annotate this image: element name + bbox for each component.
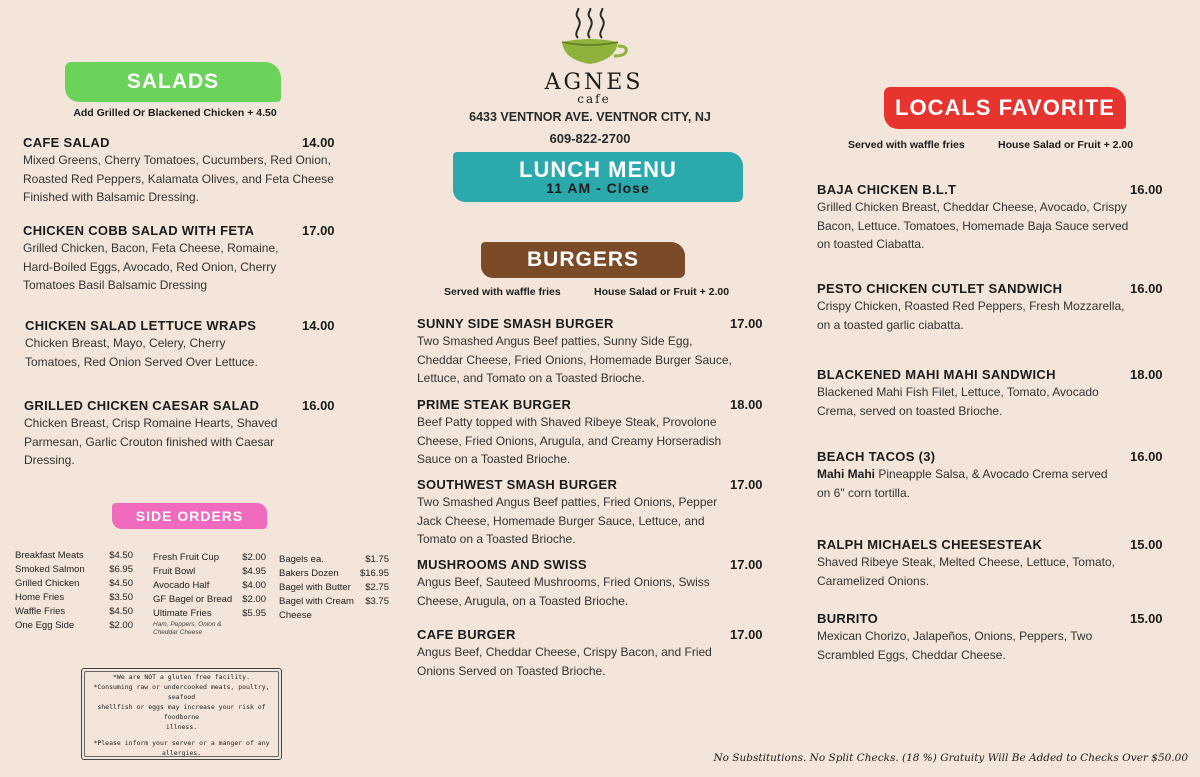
side-order-name: Bagels ea. [279,554,324,565]
menu-item-name: BURRITO [817,611,879,626]
menu-item-price: 15.00 [1130,611,1163,626]
menu-item-price: 16.00 [302,398,335,413]
side-order-name: Breakfast Meats [15,550,84,561]
logo-subtitle: cafe [577,92,611,106]
side-order-row [279,581,389,595]
side-order-row [153,593,266,607]
side-order-price: $16.95 [359,568,389,579]
menu-item-description-text: Pineapple Salsa, & Avocado Crema served [875,467,1108,481]
menu-item-description-line: Finished with Balsamic Dressing. [23,190,200,204]
side-order-continued: Cheese [279,610,312,621]
menu-item-description-line: Cheese, Fried Onions, Arugula, and Creamy Horseradish [417,433,722,448]
menu-item-name: CAFE BURGER [417,627,516,642]
menu-item-price: 14.00 [302,135,335,150]
menu-item-description-line: on a toasted garlic ciabatta. [817,317,964,332]
menu-item-name: RALPH MICHAELS CHEESESTEAK [817,537,1043,552]
side-order-price: $3.50 [109,592,133,603]
side-order-row [15,591,133,605]
side-order-name: Fruit Bowl [153,566,196,577]
side-order-name: Waffle Fries [15,606,66,617]
menu-item-price: 14.00 [302,318,335,333]
logo-name: AGNES [544,70,644,95]
side-order-name: Grilled Chicken [15,578,80,589]
side-order-row [279,553,389,567]
salads-heading: SALADS [65,62,281,102]
menu-item-description-line: Onions Served on Toasted Brioche. [417,663,606,678]
side-order-price: $2.00 [109,620,133,631]
menu-item-description [417,413,757,469]
menu-item-description-line: Tomatoes, Red Onion Served Over Lettuce. [25,354,258,369]
side-order-row [15,619,133,633]
menu-item-name: PRIME STEAK BURGER [417,397,572,412]
disclaimer-line: illness. [165,723,198,731]
side-order-row [279,567,389,581]
locals-favorite-heading: LOCALS FAVORITE [884,87,1126,129]
menu-item-description-line: Jack Cheese, Homemade Burger Sauce, Lettuce, and [417,513,705,528]
menu-item-name: SUNNY SIDE SMASH BURGER [417,316,614,331]
menu-item-description-line: Scrambled Eggs, Cheddar Cheese. [817,647,1006,662]
side-order-row [279,595,389,609]
side-order-price: $5.95 [242,608,266,619]
menu-item-name: BLACKENED MAHI MAHI SANDWICH [817,367,1056,382]
menu-item-description-line: Sauce on a Toasted Brioche. [417,452,571,466]
menu-item-description-line: Beef Patty topped with Shaved Ribeye Steak, Provolone [417,415,717,429]
side-order-row [153,565,266,579]
salads-note: Add Grilled Or Blackened Chicken + 4.50 [73,107,277,119]
side-order-row [153,607,266,621]
side-order-name: Ultimate Fries [153,608,212,619]
menu-item-description-line: Mixed Greens, Cherry Tomatoes, Cucumbers, Red Onion, [23,153,331,167]
side-order-note: Ham, Peppers, Onion & [153,621,222,628]
disclaimer-line: *Please inform your server or a manger of any [93,739,270,747]
menu-item-name: CHICKEN SALAD LETTUCE WRAPS [25,318,257,333]
lunch-menu-banner [453,152,743,202]
menu-item-description-line: Crispy Chicken, Roasted Red Peppers, Fresh Mozzarella, [817,299,1125,313]
side-order-name: Home Fries [15,592,65,603]
menu-item-description [817,383,1157,420]
coffee-cup-logo-icon [556,8,632,70]
menu-item-description-line: Parmesan, Garlic Crouton finished with Caesar [24,434,275,449]
menu-item-price: 17.00 [302,223,335,238]
burgers-note-side: House Salad or Fruit + 2.00 [594,286,730,298]
lunch-menu-title: LUNCH MENU [519,157,677,182]
menu-item-description-line: Caramelized Onions. [817,573,930,588]
menu-item-description-line: Hard-Boiled Eggs, Avocado, Red Onion, Cherry [23,259,277,274]
side-order-name: Bakers Dozen [279,568,339,579]
menu-item-description [817,627,1157,664]
side-order-row [15,549,133,563]
menu-item-description-line: Cheese, Arugula, on a Toasted Brioche. [417,593,629,608]
footer-policy: No Substitutions. No Split Checks. (18 %) Gratuity Will Be Added to Checks Over $50.00 [713,752,1188,764]
menu-item-description [24,414,364,470]
menu-item-name: BAJA CHICKEN B.L.T [817,182,957,197]
menu-item-description-line: Bacon, Lettuce. Tomatoes, Homemade Baja Sauce served [817,218,1129,233]
menu-item-description-line: Grilled Chicken Breast, Cheddar Cheese, Avocado, Crispy [817,200,1127,214]
side-order-row [15,563,133,577]
side-order-price: $4.50 [109,578,133,589]
menu-item-name: MUSHROOMS AND SWISS [417,557,587,572]
menu-item-description-line: Chicken Breast, Crisp Romaine Hearts, Shaved [24,416,278,430]
disclaimer-line: allergies. [161,749,202,757]
menu-item-price: 18.00 [1130,367,1163,382]
menu-item-description [817,553,1157,590]
side-order-price: $4.00 [242,580,266,591]
side-order-name: Fresh Fruit Cup [153,552,219,563]
side-order-name: Smoked Salmon [15,564,85,575]
menu-item-description [417,332,757,388]
locals-note-fries: Served with waffle fries [848,139,965,151]
menu-item-description-line: Cheddar Cheese, Fried Onions, Homemade Burger Sauce, [417,352,732,367]
menu-item-description-line: Two Smashed Angus Beef patties, Fried Onions, Pepper [417,495,718,509]
side-order-price: $4.50 [109,606,133,617]
side-order-name: Bagel with Cream [279,596,354,607]
menu-item-description-line: Mexican Chorizo, Jalapeños, Onions, Peppers, Two [817,629,1093,643]
menu-item-name: BEACH TACOS (3) [817,449,936,464]
menu-item-name: SOUTHWEST SMASH BURGER [417,477,618,492]
menu-item-description-line: Angus Beef, Sauteed Mushrooms, Fried Onions, Swiss [417,575,710,589]
menu-item-description [25,334,365,371]
menu-item-price: 17.00 [730,477,763,492]
menu-item-price: 16.00 [1130,449,1163,464]
menu-item-description-line: Two Smashed Angus Beef patties, Sunny Side Egg, [417,334,693,348]
menu-item-description-line: Angus Beef, Cheddar Cheese, Crispy Bacon, and Fried [417,645,712,659]
menu-item-name: CHICKEN COBB SALAD WITH FETA [23,223,255,238]
side-order-note: Cheddar Cheese [153,629,203,636]
side-order-price: $3.75 [365,596,389,607]
disclaimer-line: *We are NOT a gluten free facility. [113,673,250,681]
side-orders-heading: SIDE ORDERS [112,503,267,529]
side-order-row [15,605,133,619]
menu-item-description [417,573,757,610]
side-order-price: $2.75 [365,582,389,593]
menu-item-price: 15.00 [1130,537,1163,552]
menu-item-name: CAFE SALAD [23,135,110,150]
side-order-price: $4.50 [109,550,133,561]
menu-item-description-line: Chicken Breast, Mayo, Celery, Cherry [25,336,226,350]
side-order-price: $4.95 [242,566,266,577]
address: 6433 VENTNOR AVE. VENTNOR CITY, NJ [469,110,711,124]
menu-item-description [817,198,1157,254]
side-order-name: One Egg Side [15,620,75,631]
side-order-price: $2.00 [242,594,266,605]
menu-item-description-line: Roasted Red Peppers, Kalamata Olives, and Feta Cheese [23,171,334,186]
menu-item-description [817,297,1157,334]
side-order-name: Bagel with Butter [279,582,351,593]
menu-item-description-line: Lettuce, and Tomato on a Toasted Brioche. [417,371,645,385]
side-order-price: $6.95 [109,564,133,575]
side-order-name: GF Bagel or Bread [153,594,233,605]
side-orders-col-2 [153,551,266,637]
disclaimer-line: *Consuming raw or undercooked meats, poultry, seafood [93,683,270,701]
side-order-price: $1.75 [365,554,389,565]
menu-item-price: 17.00 [730,627,763,642]
side-order-row [153,579,266,593]
menu-item-price: 17.00 [730,316,763,331]
menu-item-description-line: Shaved Ribeye Steak, Melted Cheese, Lettuce, Tomato, [817,555,1115,569]
menu-item-description [417,643,757,680]
menu-item-description [23,239,363,295]
menu-item-name: PESTO CHICKEN CUTLET SANDWICH [817,281,1063,296]
menu-item-description-line: Dressing. [24,453,75,467]
side-order-price: $2.00 [242,552,266,563]
menu-item-description-bold: Mahi Mahi [817,467,876,481]
menu-item-price: 17.00 [730,557,763,572]
menu-item-description-line: on 6" corn tortilla. [817,485,910,500]
allergy-disclaimer [81,668,282,760]
menu-item-price: 18.00 [730,397,763,412]
side-order-row [153,551,266,565]
phone: 609-822-2700 [549,131,631,146]
menu-item-description-line: Crema, served on toasted Brioche. [817,403,1003,418]
disclaimer-line: shellfish or eggs may increase your risk of foodborne [97,703,266,721]
side-order-name: Avocado Half [153,580,210,591]
menu-item-description-line: on toasted Ciabatta. [817,237,925,251]
menu-item-description-line: Blackened Mahi Fish Filet, Lettuce, Tomato, Avocado [817,385,1099,399]
locals-note-side: House Salad or Fruit + 2.00 [998,139,1134,151]
side-orders-col-1 [15,549,133,633]
menu-item-description-line: Tomato on a Toasted Brioche. [417,532,576,546]
burgers-note-fries: Served with waffle fries [444,286,561,298]
menu-item-price: 16.00 [1130,182,1163,197]
menu-item-description [817,465,1157,502]
menu-item-name: GRILLED CHICKEN CAESAR SALAD [24,398,260,413]
menu-item-description-line [817,465,1157,484]
burgers-heading: BURGERS [481,242,685,278]
side-orders-col-3 [279,553,389,623]
side-order-row [15,577,133,591]
menu-item-description [23,151,363,207]
menu-item-price: 16.00 [1130,281,1163,296]
menu-item-description-line: Grilled Chicken, Bacon, Feta Cheese, Romaine, [23,241,279,255]
menu-item-description [417,493,757,549]
menu-item-description-line: Tomatoes Basil Balsamic Dressing [23,278,208,292]
lunch-menu-hours: 11 AM - Close [546,180,650,196]
